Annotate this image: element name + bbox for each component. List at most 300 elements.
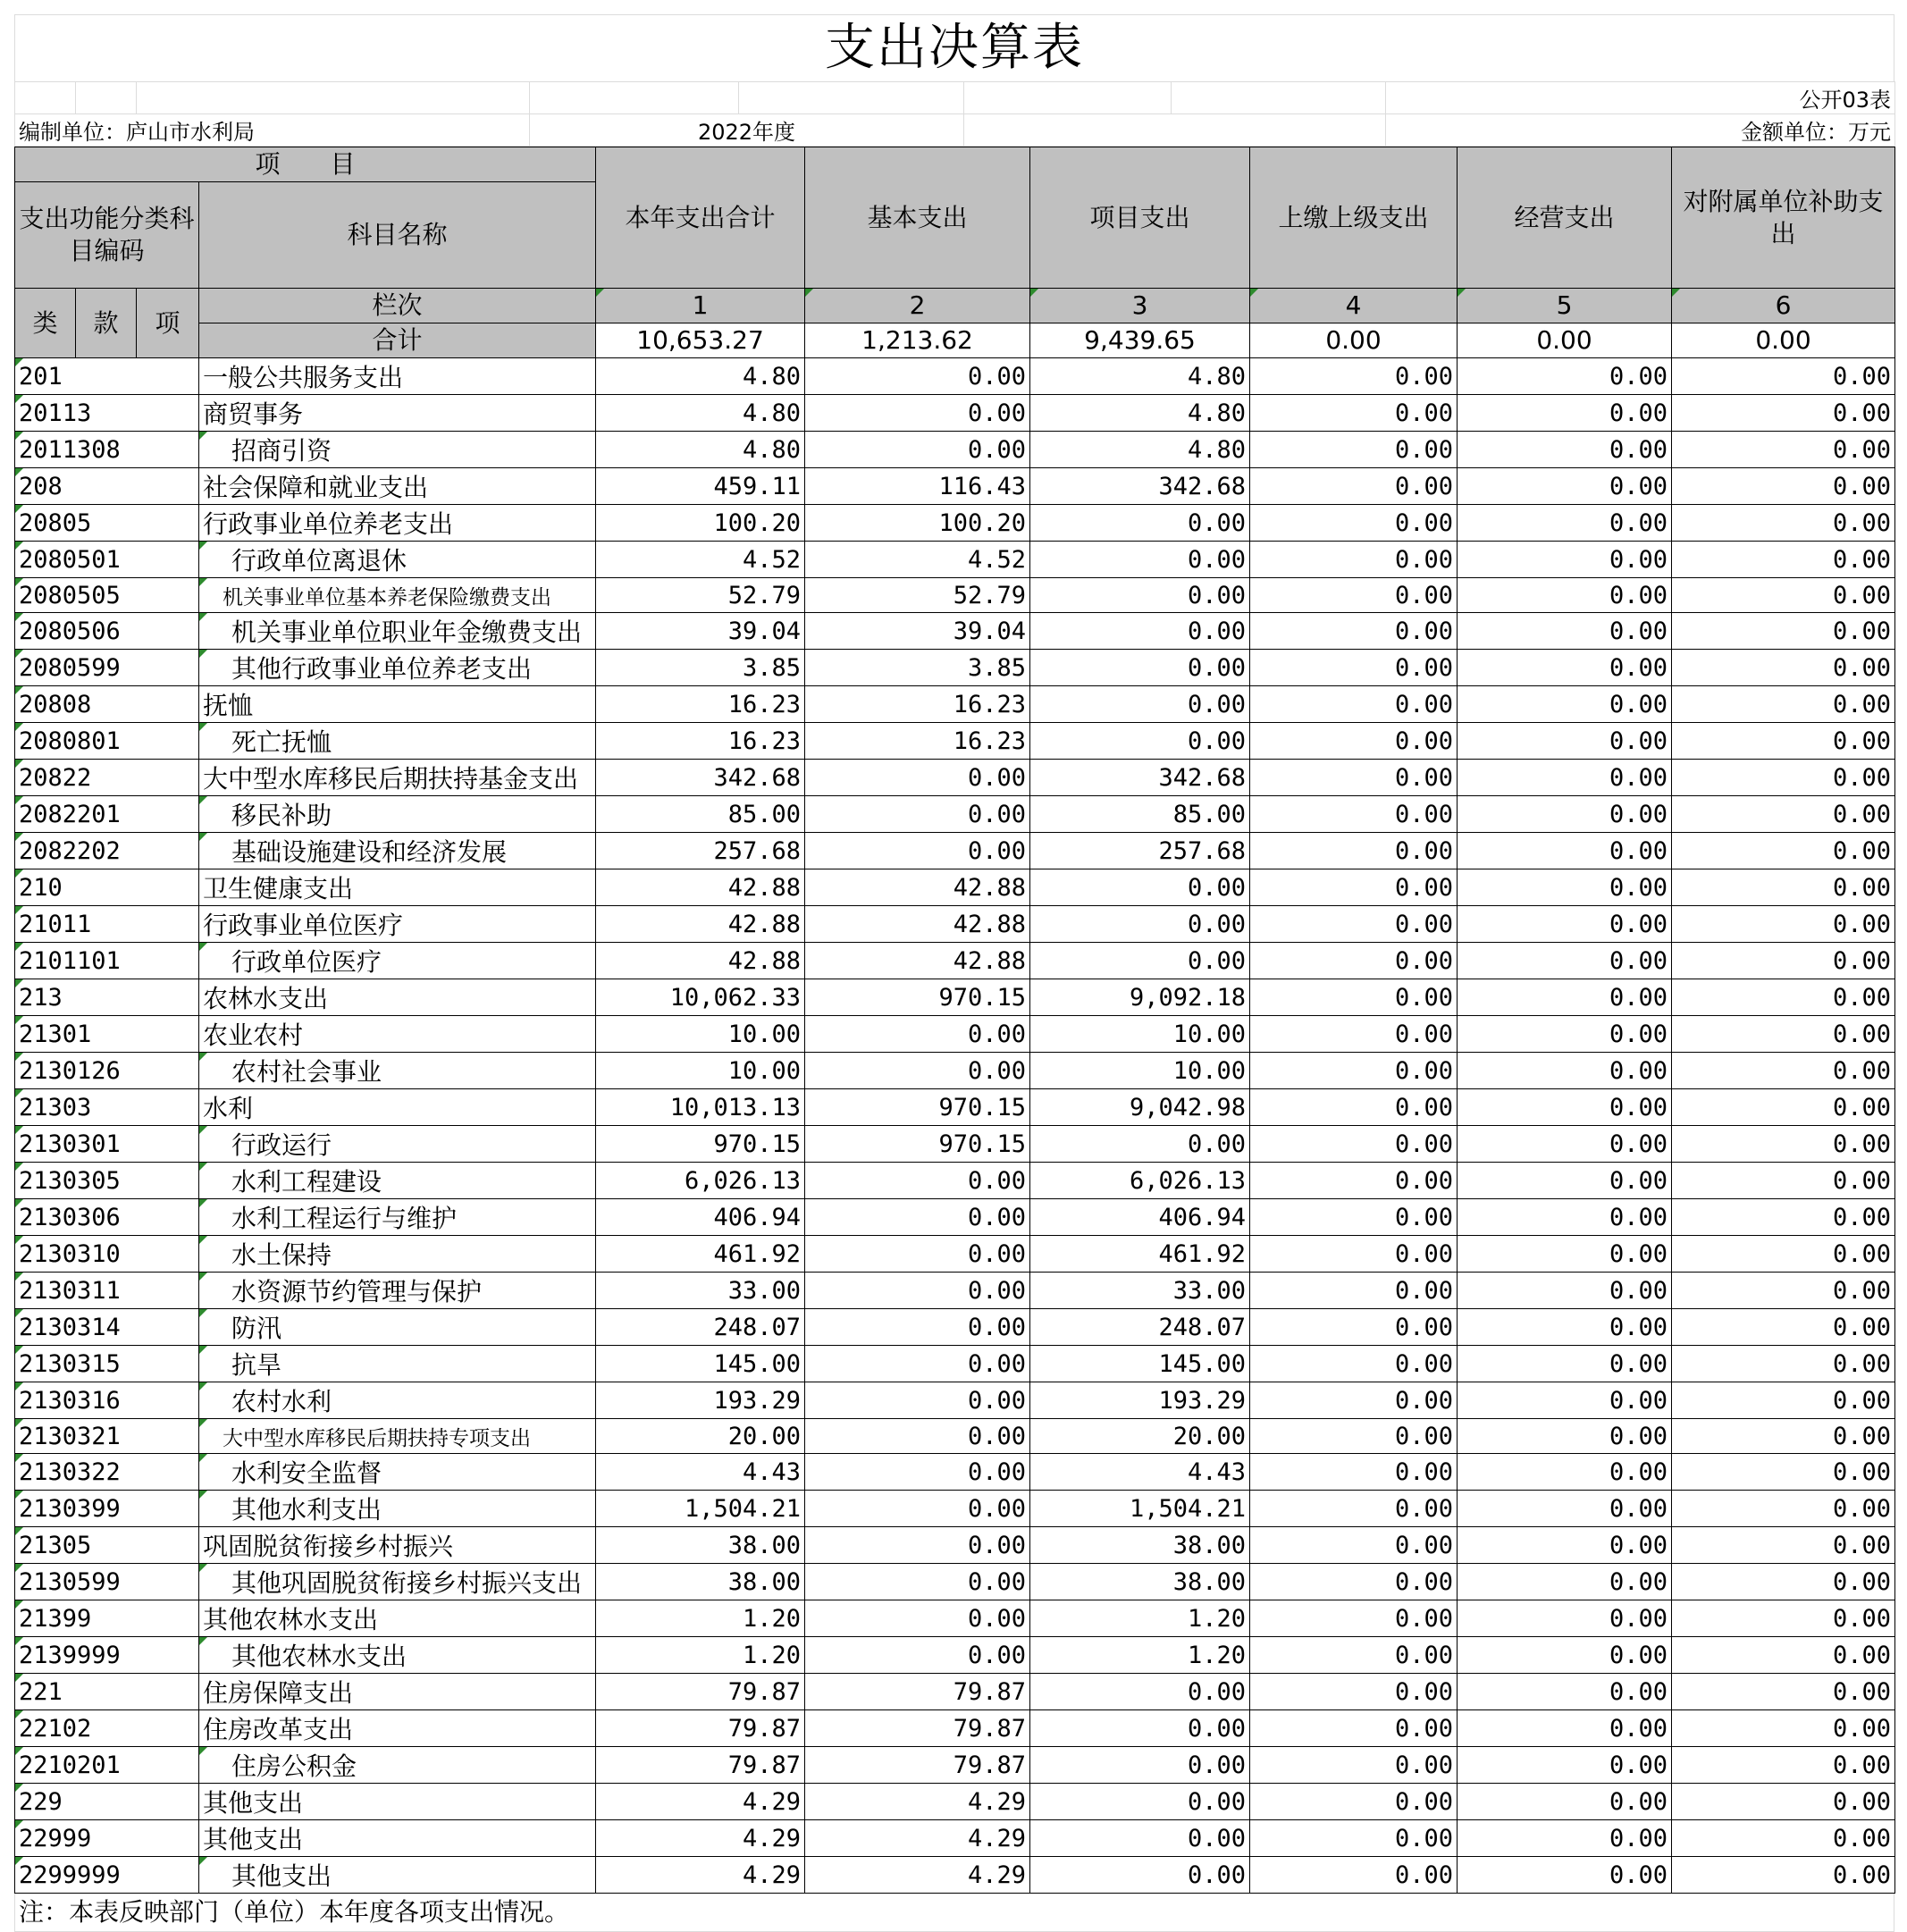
amount-cell: 0.00 [1250, 1016, 1458, 1053]
amount-cell: 52.79 [596, 578, 805, 613]
amount-cell: 0.00 [1250, 869, 1458, 906]
table-row [15, 613, 1895, 650]
amount-cell: 0.00 [805, 1199, 1030, 1236]
amount-cell: 85.00 [1030, 796, 1250, 833]
subject-name: 农村水利 [199, 1382, 596, 1419]
amount-cell: 0.00 [1672, 1710, 1895, 1747]
amount-cell: 0.00 [1250, 796, 1458, 833]
amount-cell: 0.00 [1458, 1527, 1672, 1564]
col-basic-header: 基本支出 [805, 147, 1030, 289]
amount-cell: 0.00 [1250, 943, 1458, 979]
amount-cell: 0.00 [1250, 1454, 1458, 1491]
amount-cell: 42.88 [805, 943, 1030, 979]
amount-cell: 0.00 [1030, 906, 1250, 943]
table-row [15, 1820, 1895, 1857]
amount-cell: 0.00 [1458, 542, 1672, 578]
subject-code: 229 [15, 1784, 199, 1820]
amount-cell: 0.00 [1030, 869, 1250, 906]
table-row [15, 1454, 1895, 1491]
amount-cell: 10.00 [596, 1053, 805, 1089]
subject-code: 2130315 [15, 1346, 199, 1382]
amount-cell: 145.00 [1030, 1346, 1250, 1382]
amount-cell: 79.87 [805, 1710, 1030, 1747]
table-row [15, 468, 1895, 505]
amount-cell: 6,026.13 [596, 1163, 805, 1199]
subject-code: 2299999 [15, 1857, 199, 1894]
amount-cell: 39.04 [596, 613, 805, 650]
amount-cell: 0.00 [1672, 1053, 1895, 1089]
amount-cell: 10.00 [596, 1016, 805, 1053]
lei-header: 类 [15, 289, 76, 358]
amount-cell: 0.00 [1250, 1309, 1458, 1346]
amount-cell: 9,042.98 [1030, 1089, 1250, 1126]
subject-code: 20822 [15, 760, 199, 796]
amount-cell: 0.00 [1672, 1016, 1895, 1053]
subject-name: 水土保持 [199, 1236, 596, 1273]
amount-cell: 970.15 [805, 1126, 1030, 1163]
col-number-2: 2 [805, 289, 1030, 323]
code-header: 支出功能分类科目编码 [15, 182, 199, 289]
amount-cell: 1,504.21 [596, 1491, 805, 1527]
amount-cell: 0.00 [1030, 1710, 1250, 1747]
amount-cell: 0.00 [1250, 1346, 1458, 1382]
subject-name: 住房保障支出 [199, 1674, 596, 1710]
expenditure-table [14, 147, 1895, 1894]
subject-name: 行政单位医疗 [199, 943, 596, 979]
amount-cell: 0.00 [1672, 1527, 1895, 1564]
amount-cell: 0.00 [805, 1236, 1030, 1273]
subject-code: 2011308 [15, 432, 199, 468]
subject-code: 2130316 [15, 1382, 199, 1419]
amount-cell: 0.00 [1458, 1491, 1672, 1527]
amount-cell: 0.00 [1672, 1747, 1895, 1784]
amount-cell: 79.87 [596, 1710, 805, 1747]
amount-cell: 0.00 [1672, 1346, 1895, 1382]
col-total-header: 本年支出合计 [596, 147, 805, 289]
amount-cell: 0.00 [1672, 1419, 1895, 1454]
amount-cell: 0.00 [1458, 796, 1672, 833]
subject-name: 大中型水库移民后期扶持基金支出 [199, 760, 596, 796]
spreadsheet [14, 14, 1894, 1932]
subject-code: 21011 [15, 906, 199, 943]
amount-cell: 0.00 [805, 1491, 1030, 1527]
amount-cell: 20.00 [596, 1419, 805, 1454]
lanci-header: 栏次 [199, 289, 596, 323]
subject-code: 213 [15, 979, 199, 1016]
amount-cell: 145.00 [596, 1346, 805, 1382]
amount-cell: 0.00 [1672, 358, 1895, 395]
amount-cell: 0.00 [1458, 1346, 1672, 1382]
table-row [15, 1600, 1895, 1637]
amount-cell: 0.00 [1250, 1527, 1458, 1564]
amount-cell: 0.00 [1458, 1637, 1672, 1674]
subject-code: 221 [15, 1674, 199, 1710]
table-row [15, 1346, 1895, 1382]
subject-code: 2130305 [15, 1163, 199, 1199]
amount-cell: 0.00 [805, 760, 1030, 796]
amount-cell: 10,013.13 [596, 1089, 805, 1126]
amount-cell: 0.00 [1250, 1126, 1458, 1163]
amount-cell: 42.88 [596, 943, 805, 979]
amount-cell: 0.00 [1458, 833, 1672, 869]
col-number-6: 6 [1672, 289, 1895, 323]
amount-cell: 38.00 [596, 1527, 805, 1564]
amount-cell: 0.00 [1458, 1857, 1672, 1894]
amount-cell: 0.00 [1672, 686, 1895, 723]
amount-cell: 4.29 [805, 1820, 1030, 1857]
page-title: 支出决算表 [14, 14, 1894, 81]
amount-cell: 0.00 [1458, 395, 1672, 432]
table-row [15, 505, 1895, 542]
subject-name: 大中型水库移民后期扶持专项支出 [199, 1419, 596, 1454]
subject-code: 2130310 [15, 1236, 199, 1273]
subject-code: 20805 [15, 505, 199, 542]
subject-code: 2130311 [15, 1273, 199, 1309]
table-row [15, 796, 1895, 833]
amount-cell: 0.00 [1458, 1784, 1672, 1820]
amount-cell: 0.00 [1458, 686, 1672, 723]
amount-cell: 257.68 [1030, 833, 1250, 869]
subject-name: 机关事业单位基本养老保险缴费支出 [199, 578, 596, 613]
subject-name: 防汛 [199, 1309, 596, 1346]
amount-cell: 0.00 [1672, 1163, 1895, 1199]
table-row [15, 1564, 1895, 1600]
xiang-header: 项 [137, 289, 199, 358]
amount-cell: 0.00 [805, 833, 1030, 869]
subject-name: 水利安全监督 [199, 1454, 596, 1491]
subject-name: 抚恤 [199, 686, 596, 723]
amount-cell: 0.00 [1458, 906, 1672, 943]
amount-cell: 0.00 [1672, 979, 1895, 1016]
amount-cell: 0.00 [805, 1527, 1030, 1564]
table-row [15, 1747, 1895, 1784]
amount-cell: 0.00 [1458, 1053, 1672, 1089]
amount-cell: 0.00 [1030, 613, 1250, 650]
amount-cell: 4.29 [805, 1857, 1030, 1894]
table-row [15, 1637, 1895, 1674]
table-row [15, 1089, 1895, 1126]
subject-name: 其他支出 [199, 1857, 596, 1894]
col-business-header: 经营支出 [1458, 147, 1672, 289]
amount-cell: 0.00 [1458, 1199, 1672, 1236]
amount-cell: 4.80 [596, 395, 805, 432]
subject-code: 2139999 [15, 1637, 199, 1674]
col-number-1: 1 [596, 289, 805, 323]
total-label: 合计 [199, 323, 596, 358]
amount-cell: 0.00 [1672, 1857, 1895, 1894]
subject-name: 农村社会事业 [199, 1053, 596, 1089]
amount-cell: 406.94 [1030, 1199, 1250, 1236]
money-unit: 金额单位：万元 [1386, 114, 1895, 147]
amount-cell: 4.43 [596, 1454, 805, 1491]
amount-cell: 52.79 [805, 578, 1030, 613]
amount-cell: 0.00 [805, 1637, 1030, 1674]
subject-code: 22999 [15, 1820, 199, 1857]
subject-code: 21301 [15, 1016, 199, 1053]
amount-cell: 0.00 [805, 1600, 1030, 1637]
amount-cell: 10,062.33 [596, 979, 805, 1016]
subject-code: 2130301 [15, 1126, 199, 1163]
amount-cell: 0.00 [805, 1454, 1030, 1491]
subject-name: 一般公共服务支出 [199, 358, 596, 395]
amount-cell: 0.00 [1672, 395, 1895, 432]
subject-name: 移民补助 [199, 796, 596, 833]
amount-cell: 0.00 [1458, 613, 1672, 650]
amount-cell: 0.00 [1030, 1857, 1250, 1894]
amount-cell: 0.00 [1250, 613, 1458, 650]
amount-cell: 0.00 [1458, 432, 1672, 468]
subject-code: 2080599 [15, 650, 199, 686]
subject-code: 20113 [15, 395, 199, 432]
total-value: 9,439.65 [1030, 323, 1250, 358]
amount-cell: 85.00 [596, 796, 805, 833]
subject-name: 住房改革支出 [199, 1710, 596, 1747]
total-value: 0.00 [1672, 323, 1895, 358]
subject-name: 住房公积金 [199, 1747, 596, 1784]
col-subsidy-header: 对附属单位补助支出 [1672, 147, 1895, 289]
amount-cell: 0.00 [1672, 542, 1895, 578]
table-row [15, 1126, 1895, 1163]
amount-cell: 9,092.18 [1030, 979, 1250, 1016]
amount-cell: 0.00 [1458, 358, 1672, 395]
subject-name: 死亡抚恤 [199, 723, 596, 760]
subject-code: 21399 [15, 1600, 199, 1637]
amount-cell: 0.00 [805, 1309, 1030, 1346]
amount-cell: 0.00 [1250, 1564, 1458, 1600]
amount-cell: 4.29 [596, 1857, 805, 1894]
amount-cell: 4.43 [1030, 1454, 1250, 1491]
amount-cell: 100.20 [805, 505, 1030, 542]
subject-name: 农业农村 [199, 1016, 596, 1053]
amount-cell: 0.00 [1458, 869, 1672, 906]
amount-cell: 1.20 [1030, 1637, 1250, 1674]
subject-name: 机关事业单位职业年金缴费支出 [199, 613, 596, 650]
amount-cell: 342.68 [1030, 468, 1250, 505]
subject-code: 20808 [15, 686, 199, 723]
amount-cell: 38.00 [1030, 1527, 1250, 1564]
item-header: 项 目 [15, 147, 596, 182]
amount-cell: 0.00 [1250, 650, 1458, 686]
amount-cell: 0.00 [1250, 760, 1458, 796]
table-row [15, 943, 1895, 979]
amount-cell: 0.00 [1250, 1199, 1458, 1236]
col-number-5: 5 [1458, 289, 1672, 323]
table-row [15, 1273, 1895, 1309]
amount-cell: 0.00 [1458, 1089, 1672, 1126]
amount-cell: 0.00 [1458, 723, 1672, 760]
table-row [15, 1053, 1895, 1089]
table-row [15, 1309, 1895, 1346]
amount-cell: 4.29 [805, 1784, 1030, 1820]
subject-name: 行政单位离退休 [199, 542, 596, 578]
subject-name: 招商引资 [199, 432, 596, 468]
amount-cell: 0.00 [1672, 1273, 1895, 1309]
amount-cell: 0.00 [1250, 1747, 1458, 1784]
amount-cell: 0.00 [1672, 1820, 1895, 1857]
subject-code: 2101101 [15, 943, 199, 979]
amount-cell: 42.88 [596, 869, 805, 906]
amount-cell: 461.92 [596, 1236, 805, 1273]
subject-code: 2130314 [15, 1309, 199, 1346]
amount-cell: 0.00 [1250, 1089, 1458, 1126]
amount-cell: 4.52 [596, 542, 805, 578]
amount-cell: 16.23 [805, 686, 1030, 723]
subject-code: 2080506 [15, 613, 199, 650]
amount-cell: 970.15 [805, 979, 1030, 1016]
amount-cell: 0.00 [1458, 1454, 1672, 1491]
subject-name: 水利 [199, 1089, 596, 1126]
subject-name: 抗旱 [199, 1346, 596, 1382]
name-header: 科目名称 [199, 182, 596, 289]
subject-code: 2130126 [15, 1053, 199, 1089]
subject-name: 社会保障和就业支出 [199, 468, 596, 505]
amount-cell: 342.68 [596, 760, 805, 796]
subject-name: 农林水支出 [199, 979, 596, 1016]
subject-name: 基础设施建设和经济发展 [199, 833, 596, 869]
subject-code: 201 [15, 358, 199, 395]
amount-cell: 0.00 [805, 1053, 1030, 1089]
amount-cell: 1,504.21 [1030, 1491, 1250, 1527]
col-project-header: 项目支出 [1030, 147, 1250, 289]
amount-cell: 0.00 [1672, 869, 1895, 906]
total-value: 10,653.27 [596, 323, 805, 358]
amount-cell: 0.00 [1250, 505, 1458, 542]
amount-cell: 0.00 [1030, 723, 1250, 760]
subject-name: 其他行政事业单位养老支出 [199, 650, 596, 686]
amount-cell: 0.00 [1672, 1309, 1895, 1346]
amount-cell: 0.00 [1672, 906, 1895, 943]
subject-name: 行政事业单位医疗 [199, 906, 596, 943]
amount-cell: 4.29 [596, 1784, 805, 1820]
amount-cell: 0.00 [805, 395, 1030, 432]
table-row [15, 1016, 1895, 1053]
amount-cell: 0.00 [1030, 1674, 1250, 1710]
amount-cell: 0.00 [1250, 1163, 1458, 1199]
amount-cell: 0.00 [1458, 1820, 1672, 1857]
amount-cell: 79.87 [805, 1674, 1030, 1710]
amount-cell: 39.04 [805, 613, 1030, 650]
table-row [15, 578, 1895, 613]
subject-code: 2130321 [15, 1419, 199, 1454]
amount-cell: 0.00 [1458, 943, 1672, 979]
amount-cell: 0.00 [1250, 1382, 1458, 1419]
subject-name: 水资源节约管理与保护 [199, 1273, 596, 1309]
kuan-header: 款 [76, 289, 137, 358]
subject-code: 2210201 [15, 1747, 199, 1784]
amount-cell: 1.20 [1030, 1600, 1250, 1637]
amount-cell: 0.00 [1250, 1053, 1458, 1089]
table-row [15, 358, 1895, 395]
amount-cell: 79.87 [596, 1747, 805, 1784]
subject-code: 2080505 [15, 578, 199, 613]
amount-cell: 0.00 [1458, 1273, 1672, 1309]
amount-cell: 0.00 [1250, 1637, 1458, 1674]
amount-cell: 0.00 [1030, 578, 1250, 613]
subject-name: 水利工程建设 [199, 1163, 596, 1199]
amount-cell: 0.00 [1458, 1419, 1672, 1454]
amount-cell: 0.00 [1250, 979, 1458, 1016]
amount-cell: 0.00 [1672, 1784, 1895, 1820]
subject-name: 水利工程运行与维护 [199, 1199, 596, 1236]
subject-name: 其他农林水支出 [199, 1637, 596, 1674]
amount-cell: 0.00 [805, 432, 1030, 468]
amount-cell: 4.80 [1030, 395, 1250, 432]
subject-name: 其他水利支出 [199, 1491, 596, 1527]
table-row [15, 906, 1895, 943]
table-row [15, 650, 1895, 686]
table-row [15, 833, 1895, 869]
amount-cell: 0.00 [1672, 760, 1895, 796]
subject-name: 其他巩固脱贫衔接乡村振兴支出 [199, 1564, 596, 1600]
total-value: 0.00 [1458, 323, 1672, 358]
amount-cell: 79.87 [596, 1674, 805, 1710]
amount-cell: 38.00 [1030, 1564, 1250, 1600]
table-row [15, 1527, 1895, 1564]
amount-cell: 0.00 [1672, 1674, 1895, 1710]
table-row [15, 1784, 1895, 1820]
form-number: 公开03表 [1386, 82, 1895, 114]
amount-cell: 0.00 [1250, 1419, 1458, 1454]
amount-cell: 0.00 [1672, 796, 1895, 833]
amount-cell: 0.00 [1030, 542, 1250, 578]
amount-cell: 0.00 [1250, 578, 1458, 613]
amount-cell: 0.00 [1250, 906, 1458, 943]
amount-cell: 0.00 [1672, 1199, 1895, 1236]
meta-table [14, 81, 1895, 147]
amount-cell: 0.00 [1672, 723, 1895, 760]
amount-cell: 3.85 [805, 650, 1030, 686]
amount-cell: 257.68 [596, 833, 805, 869]
amount-cell: 0.00 [1458, 979, 1672, 1016]
amount-cell: 248.07 [596, 1309, 805, 1346]
amount-cell: 0.00 [1030, 650, 1250, 686]
subject-code: 22102 [15, 1710, 199, 1747]
amount-cell: 6,026.13 [1030, 1163, 1250, 1199]
col-number-4: 4 [1250, 289, 1458, 323]
amount-cell: 100.20 [596, 505, 805, 542]
table-row [15, 686, 1895, 723]
amount-cell: 0.00 [1250, 1236, 1458, 1273]
amount-cell: 0.00 [1250, 723, 1458, 760]
amount-cell: 0.00 [1250, 833, 1458, 869]
amount-cell: 0.00 [1458, 1382, 1672, 1419]
amount-cell: 0.00 [1458, 650, 1672, 686]
amount-cell: 0.00 [1672, 833, 1895, 869]
amount-cell: 970.15 [596, 1126, 805, 1163]
table-row [15, 1857, 1895, 1894]
amount-cell: 16.23 [805, 723, 1030, 760]
amount-cell: 970.15 [805, 1089, 1030, 1126]
amount-cell: 0.00 [1672, 650, 1895, 686]
subject-code: 21303 [15, 1089, 199, 1126]
amount-cell: 0.00 [1458, 760, 1672, 796]
amount-cell: 0.00 [1672, 1491, 1895, 1527]
subject-code: 2082202 [15, 833, 199, 869]
amount-cell: 0.00 [1030, 943, 1250, 979]
amount-cell: 0.00 [1250, 686, 1458, 723]
compiling-unit: 编制单位：庐山市水利局 [15, 114, 530, 147]
amount-cell: 0.00 [1672, 1564, 1895, 1600]
amount-cell: 0.00 [1672, 505, 1895, 542]
amount-cell: 0.00 [1458, 1600, 1672, 1637]
amount-cell: 0.00 [1458, 1016, 1672, 1053]
table-row [15, 1199, 1895, 1236]
table-row [15, 1674, 1895, 1710]
amount-cell: 0.00 [1672, 1236, 1895, 1273]
amount-cell: 0.00 [1458, 1163, 1672, 1199]
amount-cell: 0.00 [805, 796, 1030, 833]
subject-name: 行政运行 [199, 1126, 596, 1163]
